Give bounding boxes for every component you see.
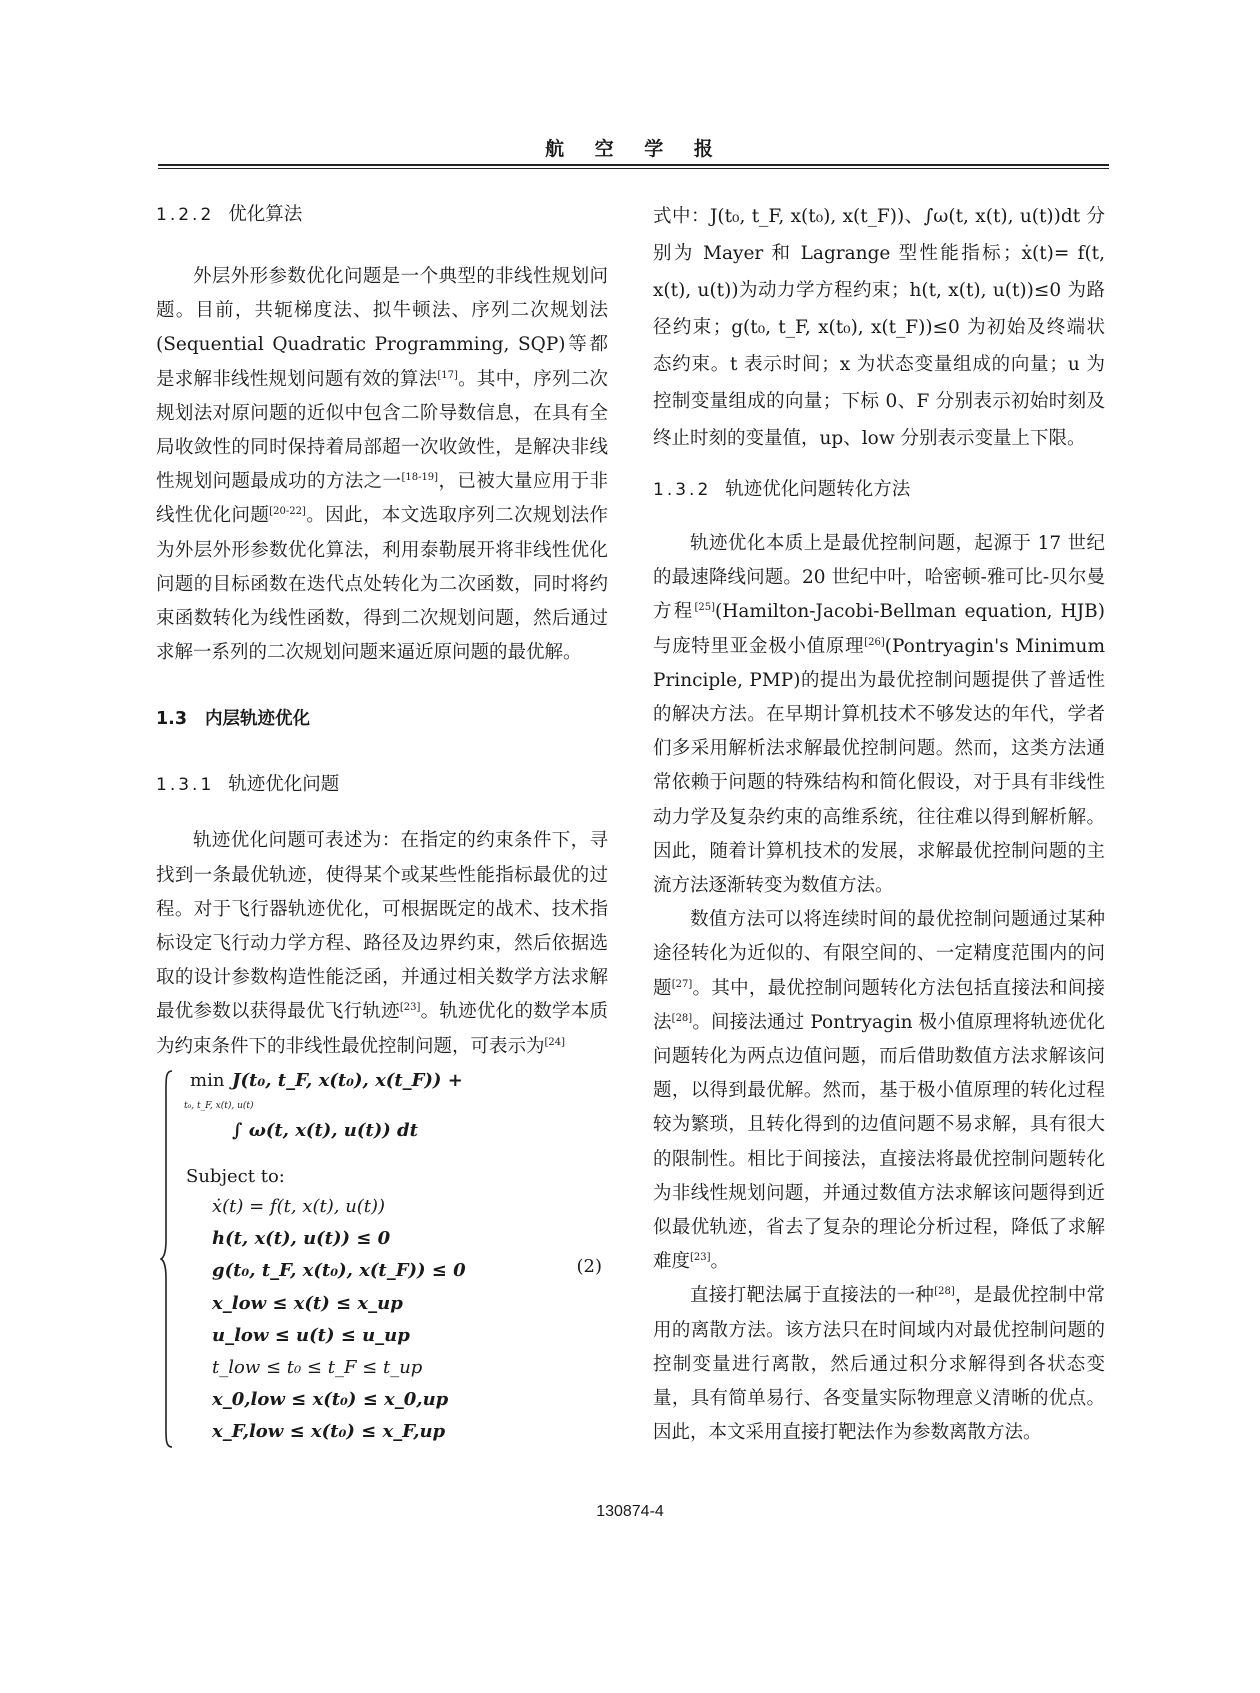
equation-2 (156, 1068, 608, 1453)
citation: [23] (399, 1002, 421, 1014)
equation-time-bounds: t_low ≤ t₀ ≤ t_F ≤ t_up (212, 1356, 423, 1378)
citation: [28] (671, 1012, 693, 1024)
journal-header: 航 空 学 报 (545, 138, 725, 160)
section-title: 轨迹优化问题 (228, 774, 340, 796)
equation-boundary-constraint: g(t₀, t_F, x(t₀), x(t_F)) ≤ 0 (212, 1259, 466, 1281)
section-number: 1.3.1 (156, 775, 215, 796)
equation-dynamics: ẋ(t) = f(t, x(t), u(t)) (212, 1195, 386, 1217)
right-column (653, 198, 1105, 1450)
paragraph-sqp: 外层外形参数优化问题是一个典型的非线性规划问题。目前，共轭梯度法、拟牛顿法、序列二次规划法(Sequential Quadratic Programming, SQP)等都是求解非线性规划问题有效的算法[17]。其中，序列二次规划法对原问题的近似中包含二阶导数信息，在具有全局收敛性的同时保持着局部超一次收敛性，是解决非线性规划问题最成功的方法之一[18-19]，已被大量应用于非线性优化问题[20-22]。因此，本文选取序列二次规划法作为外层外形参数优化算法，利用泰勒展开将非线性优化问题的目标函数在迭代点处转化为二次函数，同时将约束函数转化为线性函数，得到二次规划问题，然后通过求解一系列的二次规划问题来逼近原问题的最优解。 (156, 266, 608, 664)
section-number: 1.2.2 (156, 205, 215, 225)
equation-number: (2) (576, 1255, 602, 1277)
header-rule (158, 164, 1109, 166)
citation: [28] (934, 1286, 955, 1298)
paragraph-optimal-control-history: 轨迹优化本质上是最优控制问题，起源于 17 世纪的最速降线问题。20 世纪中叶，哈密顿-雅可比-贝尔曼方程[25](Hamilton-Jacobi-Bellman equation, HJB)与庞特里亚金极小值原理[26](Pontryagin's Minimum Principle, PMP)的提出为最优控制问题提供了普适性的解决方法。在早期计算机技术不够发达的年代，学者们多采用解析法求解最优控制问题。然而，这类方法通常依赖于问题的特殊结构和简化假设，对于具有非线性动力学及复杂约束的高维系统，往往难以得到解析解。因此，随着计算机技术的发展，求解最优控制问题的主流方法逐渐转变为数值方法。 (653, 533, 1105, 897)
equation-objective-min: min (190, 1069, 225, 1091)
citation: [23] (690, 1252, 711, 1264)
equation-initial-state-bounds: x_0,low ≤ x(t₀) ≤ x_0,up (212, 1388, 449, 1410)
left-column (156, 198, 608, 1453)
section-title: 轨迹优化问题转化方法 (725, 479, 911, 500)
section-1-3-heading (156, 702, 608, 736)
citation: [17] (437, 369, 458, 381)
equation-state-bounds: x_low ≤ x(t) ≤ x_up (212, 1292, 403, 1314)
citation: [20-22] (269, 506, 306, 518)
section-number: 1.3 (156, 709, 188, 730)
header-rule-thin (158, 168, 1109, 169)
section-number: 1.3.2 (653, 480, 712, 500)
equation-min-subscript: t₀, t_F, x(t), u(t) (184, 1100, 254, 1111)
citation: [24] (544, 1036, 566, 1048)
section-title: 优化算法 (228, 204, 303, 225)
page-number: 130874-4 (596, 1503, 664, 1520)
section-1-2-2-heading (156, 198, 608, 232)
citation: [18-19] (401, 472, 439, 484)
section-title: 内层轨迹优化 (205, 709, 311, 730)
equation-objective-lagrange: ∫ ω(t, x(t), u(t)) dt (232, 1119, 418, 1141)
section-1-3-1-heading (156, 768, 608, 802)
paragraph-definitions: 式中：J(t₀, t_F, x(t₀), x(t_F))、∫ω(t, x(t), u(t))dt 分别为 Mayer 和 Lagrange 型性能指标；ẋ(t)= f(t, x(t), u(t))为动力学方程约束；h(t, x(t), u(t))≤0 为路径约束；g(t₀, t_F, x(t₀), x(t_F))≤0 为初始及终端状态约束。t 表示时间；x 为状态变量组成的向量；u 为控制变量组成的向量；下标 0、F 分别表示初始时刻及终止时刻的变量值，up、low 分别表示变量上下限。 (653, 206, 1105, 449)
equation-subject-to: Subject to: (186, 1165, 285, 1187)
equation-objective-mayer: J(t₀, t_F, x(t₀), x(t_F)) + (232, 1069, 463, 1091)
left-brace-icon (160, 1070, 174, 1448)
section-1-3-2-heading (653, 473, 1105, 507)
paragraph-direct-shooting: 直接打靶法属于直接法的一种[28]，是最优控制中常用的离散方法。该方法只在时间域内对最优控制问题的控制变量进行离散，然后通过积分求解得到各状态变量，具有简单易行、各变量实际物理意义清晰的优点。因此，本文采用直接打靶法作为参数离散方法。 (653, 1285, 1105, 1444)
equation-final-state-bounds: x_F,low ≤ x(t₀) ≤ x_F,up (212, 1420, 446, 1442)
paragraph-trajectory-problem: 轨迹优化问题可表述为：在指定的约束条件下，寻找到一条最优轨迹，使得某个或某些性能指标最优的过程。对于飞行器轨迹优化，可根据既定的战术、技术指标设定飞行动力学方程、路径及边界约束，然后依据选取的设计参数构造性能泛函，并通过相关数学方法求解最优参数以获得最优飞行轨迹[23]。轨迹优化的数学本质为约束条件下的非线性最优控制问题，可表示为[24] (156, 830, 608, 1057)
equation-control-bounds: u_low ≤ u(t) ≤ u_up (212, 1324, 410, 1346)
equation-path-constraint: h(t, x(t), u(t)) ≤ 0 (212, 1227, 391, 1249)
citation: [26] (864, 636, 885, 648)
citation: [25] (694, 602, 716, 614)
paragraph-numerical-methods: 数值方法可以将连续时间的最优控制问题通过某种途径转化为近似的、有限空间的、一定精度范围内的问题[27]。其中，最优控制问题转化方法包括直接法和间接法[28]。间接法通过 Pontryagin 极小值原理将轨迹优化问题转化为两点边值问题，而后借助数值方法求解该问题，以得到最优解。然而，基于极小值原理的转化过程较为繁琐，且转化得到的边值问题不易求解，具有很大的限制性。相比于间接法，直接法将最优控制问题转化为非线性规划问题，并通过数值方法求解该问题得到近似最优轨迹，省去了复杂的理论分析过程，降低了求解难度[23]。 (653, 909, 1105, 1273)
citation: [27] (671, 978, 693, 990)
